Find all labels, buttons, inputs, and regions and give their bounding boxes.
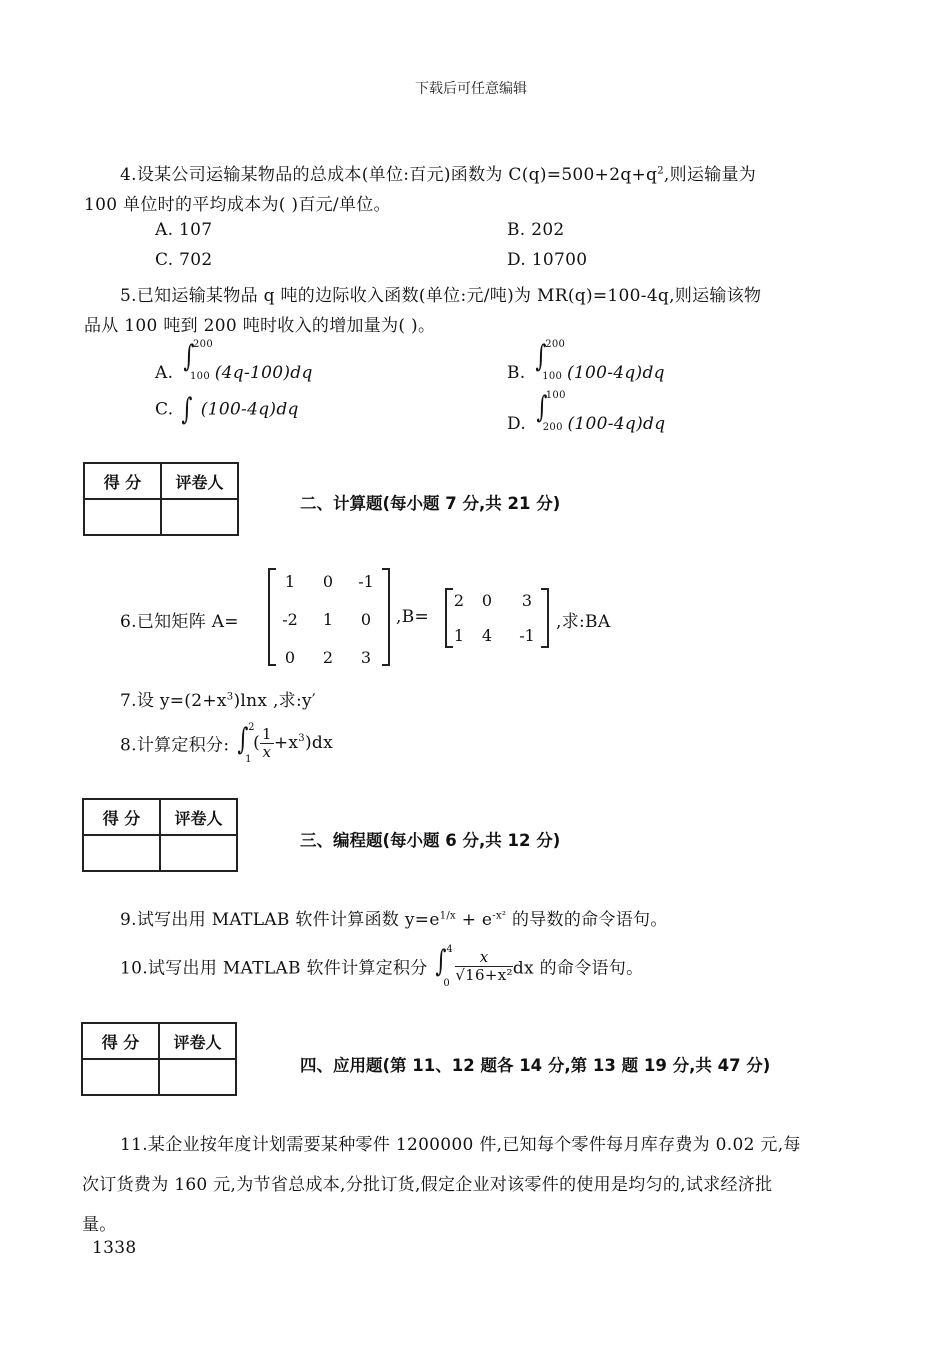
q10-upper: 4: [446, 944, 453, 955]
score-box-3-score-cell: [82, 1059, 159, 1095]
page-number: 1338: [92, 1238, 137, 1258]
q10-num: x: [455, 949, 513, 967]
score-box-3-score-label: 得 分: [82, 1023, 159, 1059]
q4-option-b: B. 202: [507, 220, 565, 240]
score-box-1-grader-label: 评卷人: [161, 463, 238, 499]
matrix-b-cell: 0: [481, 591, 493, 610]
q8-num: 1: [262, 725, 272, 743]
q7-text-a: 7.设 y=(2+x: [120, 691, 227, 711]
q10-text-a: 10.试写出用 MATLAB 软件计算定积分: [120, 958, 428, 979]
q5-a-upper: 200: [193, 339, 213, 350]
integral-sign-icon: ∫: [536, 390, 548, 425]
matrix-a-cell: 3: [360, 648, 372, 667]
q6-tail: ,求:BA: [556, 612, 611, 632]
integral-sign-icon: ∫: [237, 722, 249, 757]
q5-b-upper: 200: [545, 339, 566, 350]
q4-text-a: 4.设某公司运输某物品的总成本(单位:百元)函数为 C(q)=500+2q+q: [120, 165, 658, 185]
score-box-1-grader-cell: [161, 499, 238, 535]
q5-option-c-label: C.: [155, 399, 174, 420]
q5-option-a-expr: (4q-100)dq: [214, 363, 313, 383]
q7-sup: 3: [226, 691, 234, 703]
matrix-a-cell: 0: [360, 610, 372, 629]
q8-den: x: [262, 742, 272, 761]
matrix-a-cell: -1: [358, 572, 374, 591]
q8-text-c: )dx: [304, 733, 333, 753]
matrix-b-cell: 1: [453, 626, 465, 645]
matrix-a-cell: -2: [282, 610, 298, 629]
integral-sign-icon: ∫: [183, 339, 195, 374]
matrix-a-cell: 1: [322, 610, 334, 629]
matrix-a-cell: 0: [284, 648, 296, 667]
matrix-a-cell: 0: [322, 572, 334, 591]
q6-label: 6.已知矩阵 A=: [120, 612, 239, 632]
matrix-b-cell: 3: [521, 591, 533, 610]
matrix-b-cell: -1: [519, 626, 535, 645]
q8-line: 8.计算定积分: ∫ 2 1 ( $\frac{1}{x}$ $+x^3)dx$: [120, 722, 333, 765]
score-box-2-grader-cell: [160, 835, 237, 871]
integral-sign-icon: ∫: [181, 392, 193, 427]
q5-option-a-label: A.: [155, 363, 174, 383]
q5-line2: 品从 100 吨到 200 吨时收入的增加量为( )。: [84, 316, 436, 336]
q10-fraction: [455, 949, 513, 983]
q5-option-d: [507, 390, 666, 434]
q5-option-b-expr: (100-4q)dq: [566, 363, 665, 383]
score-box-1-score-label: 得 分: [84, 463, 161, 499]
q10-line: [120, 944, 644, 997]
score-box-2-score-label: 得 分: [83, 799, 160, 835]
q9-text-b: + e: [455, 910, 493, 930]
q5-b-lower: 100: [542, 371, 563, 382]
integral-sign-icon: ∫: [535, 339, 547, 374]
q4-sup: 2: [657, 165, 664, 177]
section4-title: 四、应用题(第 11、12 题各 14 分,第 13 题 19 分,共 47 分): [300, 1056, 771, 1075]
q9-text-a: 9.试写出用 MATLAB 软件计算函数 y=e: [120, 910, 440, 930]
score-box-1-score-cell: [84, 499, 161, 535]
q8-text-b: +x: [273, 733, 299, 753]
q9-line: [120, 905, 668, 930]
matrix-b-cell: 4: [481, 626, 493, 645]
q11-line1: 11.某企业按年度计划需要某种零件 1200000 件,已知每个零件每月库存费为 0.02 元,每: [120, 1135, 801, 1155]
q5-a-lower: 100: [190, 371, 210, 382]
q8-fraction: [260, 726, 274, 760]
q5-option-a: [155, 339, 313, 383]
q5-option-b-label: B.: [507, 363, 526, 383]
q4-text-b: ,则运输量为: [663, 165, 757, 185]
q9-text-c: 的导数的命令语句。: [506, 910, 668, 930]
matrix-b: [445, 588, 549, 648]
q5-option-b: [507, 339, 665, 383]
integral-sign-icon: ∫: [435, 944, 447, 979]
q11-line2: 次订货费为 160 元,为节省总成本,分批订货,假定企业对该零件的使用是均匀的,试求经济批: [82, 1175, 773, 1195]
q5-option-d-label: D.: [507, 414, 527, 434]
score-box-3: [81, 1022, 237, 1096]
q4-option-c: C. 702: [155, 250, 213, 270]
matrix-a-cell: 1: [284, 572, 296, 591]
q5-option-d-expr: (100-4q)dq: [567, 414, 666, 434]
q9-sup2: -x²: [492, 910, 507, 922]
q10-lower: 0: [443, 978, 450, 989]
matrix-b-cell: 2: [453, 591, 465, 610]
q4-option-d: D. 10700: [507, 250, 588, 270]
matrix-a-cell: 2: [322, 648, 334, 667]
q4-option-a: A. 107: [155, 220, 213, 240]
q9-sup1: 1/x: [439, 910, 456, 922]
q5-d-upper: 100: [545, 390, 566, 401]
q4-line2: 100 单位时的平均成本为( )百元/单位。: [84, 195, 391, 215]
score-box-2: [82, 798, 238, 872]
score-box-2-grader-label: 评卷人: [160, 799, 237, 835]
section2-title: 二、计算题(每小题 7 分,共 21 分): [300, 494, 561, 513]
q5-d-lower: 200: [542, 422, 563, 433]
q5-option-c-expr: (100-4q)dq: [200, 399, 299, 420]
q8-lower: 1: [245, 754, 252, 765]
page-header: 下载后可任意编辑: [415, 81, 527, 97]
q7-line: [120, 686, 316, 711]
q5-line1: 5.已知运输某物品 q 吨的边际收入函数(单位:元/吨)为 MR(q)=100-4q,则运输该物: [120, 286, 762, 306]
matrix-a: [268, 568, 390, 666]
score-box-2-score-cell: [83, 835, 160, 871]
q7-text-b: )lnx ,求:y′: [233, 691, 317, 711]
q5-option-c: [155, 392, 299, 435]
q8-sup: 3: [298, 732, 305, 744]
score-box-1: [83, 462, 239, 536]
score-box-3-grader-label: 评卷人: [159, 1023, 236, 1059]
q10-text-b: dx 的命令语句。: [512, 958, 644, 979]
q11-line3: 量。: [82, 1215, 117, 1235]
q10-den: √16+x²: [455, 965, 513, 984]
q4-line1: [120, 160, 756, 185]
section3-title: 三、编程题(每小题 6 分,共 12 分): [300, 831, 561, 850]
score-box-3-grader-cell: [159, 1059, 236, 1095]
q6-mid: ,B=: [396, 607, 430, 627]
q8-upper: 2: [248, 722, 255, 733]
q8-text-a: 8.计算定积分:: [120, 735, 230, 756]
